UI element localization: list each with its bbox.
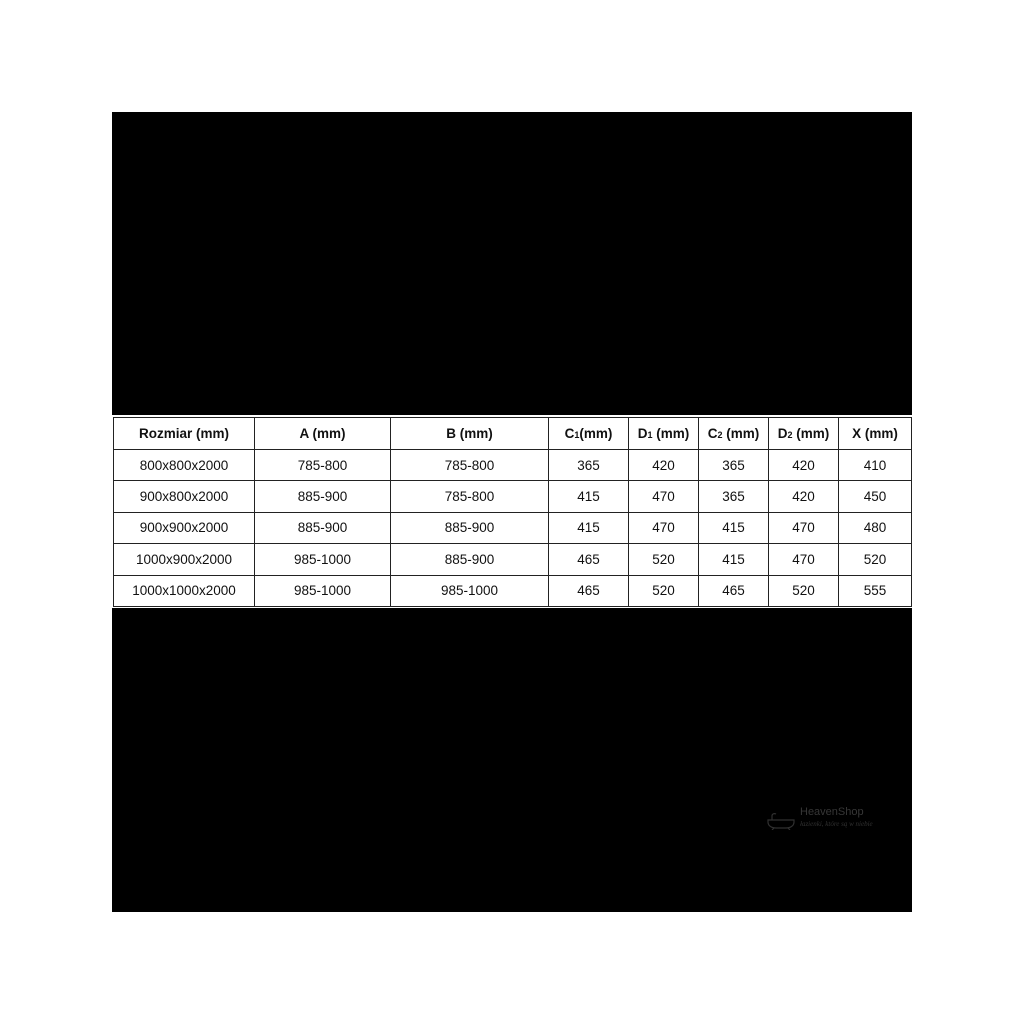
bathtub-icon xyxy=(766,812,796,830)
table-cell: 900x900x2000 xyxy=(114,512,255,543)
table-cell: 415 xyxy=(549,481,629,512)
column-header-label: D xyxy=(637,426,648,441)
column-header-subscript: 1 xyxy=(574,430,580,440)
column-header xyxy=(769,418,839,450)
table-cell: 785-800 xyxy=(391,450,549,481)
table-cell: 410 xyxy=(839,450,912,481)
table-row xyxy=(114,450,912,481)
table-cell: 800x800x2000 xyxy=(114,450,255,481)
column-header xyxy=(391,418,549,450)
table-cell: 985-1000 xyxy=(255,575,391,606)
table-cell: 520 xyxy=(629,575,699,606)
top-image-panel xyxy=(112,112,912,415)
table-cell: 520 xyxy=(839,544,912,575)
table-cell: 415 xyxy=(699,544,769,575)
table-cell: 420 xyxy=(769,481,839,512)
dimension-table xyxy=(113,417,912,607)
table-cell: 465 xyxy=(549,575,629,606)
table-cell: 415 xyxy=(699,512,769,543)
column-header-label: B (mm) xyxy=(446,426,493,441)
table-cell: 465 xyxy=(549,544,629,575)
table-row xyxy=(114,544,912,575)
column-header-label: C xyxy=(707,426,718,441)
table-cell: 900x800x2000 xyxy=(114,481,255,512)
dimension-table-container xyxy=(113,417,911,607)
table-row xyxy=(114,512,912,543)
table-cell: 985-1000 xyxy=(391,575,549,606)
table-cell: 885-900 xyxy=(391,512,549,543)
column-header-subscript: 2 xyxy=(787,430,793,440)
table-cell: 480 xyxy=(839,512,912,543)
table-cell: 885-900 xyxy=(391,544,549,575)
column-header-unit: (mm) xyxy=(652,426,690,441)
table-cell: 520 xyxy=(769,575,839,606)
bottom-image-panel xyxy=(112,608,912,912)
column-header-unit: (mm) xyxy=(792,426,830,441)
table-cell: 365 xyxy=(699,450,769,481)
column-header-unit: (mm) xyxy=(579,426,613,441)
table-cell: 365 xyxy=(699,481,769,512)
table-cell: 1000x1000x2000 xyxy=(114,575,255,606)
table-row xyxy=(114,575,912,606)
watermark-tagline: łazienki, które są w niebie xyxy=(800,820,873,828)
table-cell: 415 xyxy=(549,512,629,543)
table-cell: 470 xyxy=(629,512,699,543)
table-cell: 520 xyxy=(629,544,699,575)
column-header xyxy=(549,418,629,450)
table-cell: 470 xyxy=(769,544,839,575)
column-header-subscript: 2 xyxy=(717,430,723,440)
table-cell: 885-900 xyxy=(255,481,391,512)
table-cell: 450 xyxy=(839,481,912,512)
table-cell: 555 xyxy=(839,575,912,606)
table-cell: 465 xyxy=(699,575,769,606)
column-header xyxy=(839,418,912,450)
table-cell: 470 xyxy=(629,481,699,512)
column-header xyxy=(255,418,391,450)
column-header-label: Rozmiar (mm) xyxy=(138,426,229,441)
column-header-label: D xyxy=(777,426,788,441)
watermark-title: HeavenShop xyxy=(800,806,864,818)
table-cell: 420 xyxy=(629,450,699,481)
table-cell: 785-800 xyxy=(255,450,391,481)
column-header-subscript: 1 xyxy=(647,430,653,440)
column-header-label: X (mm) xyxy=(852,426,898,441)
column-header-unit: (mm) xyxy=(722,426,760,441)
table-cell: 470 xyxy=(769,512,839,543)
table-cell: 365 xyxy=(549,450,629,481)
column-header-label: A (mm) xyxy=(299,426,346,441)
table-cell: 985-1000 xyxy=(255,544,391,575)
table-cell: 785-800 xyxy=(391,481,549,512)
table-header-row xyxy=(114,418,912,450)
column-header xyxy=(699,418,769,450)
table-cell: 420 xyxy=(769,450,839,481)
column-header-label: C xyxy=(564,426,575,441)
column-header xyxy=(629,418,699,450)
table-cell: 885-900 xyxy=(255,512,391,543)
table-row xyxy=(114,481,912,512)
store-watermark xyxy=(766,806,886,832)
table-body xyxy=(114,450,912,607)
table-cell: 1000x900x2000 xyxy=(114,544,255,575)
column-header xyxy=(114,418,255,450)
